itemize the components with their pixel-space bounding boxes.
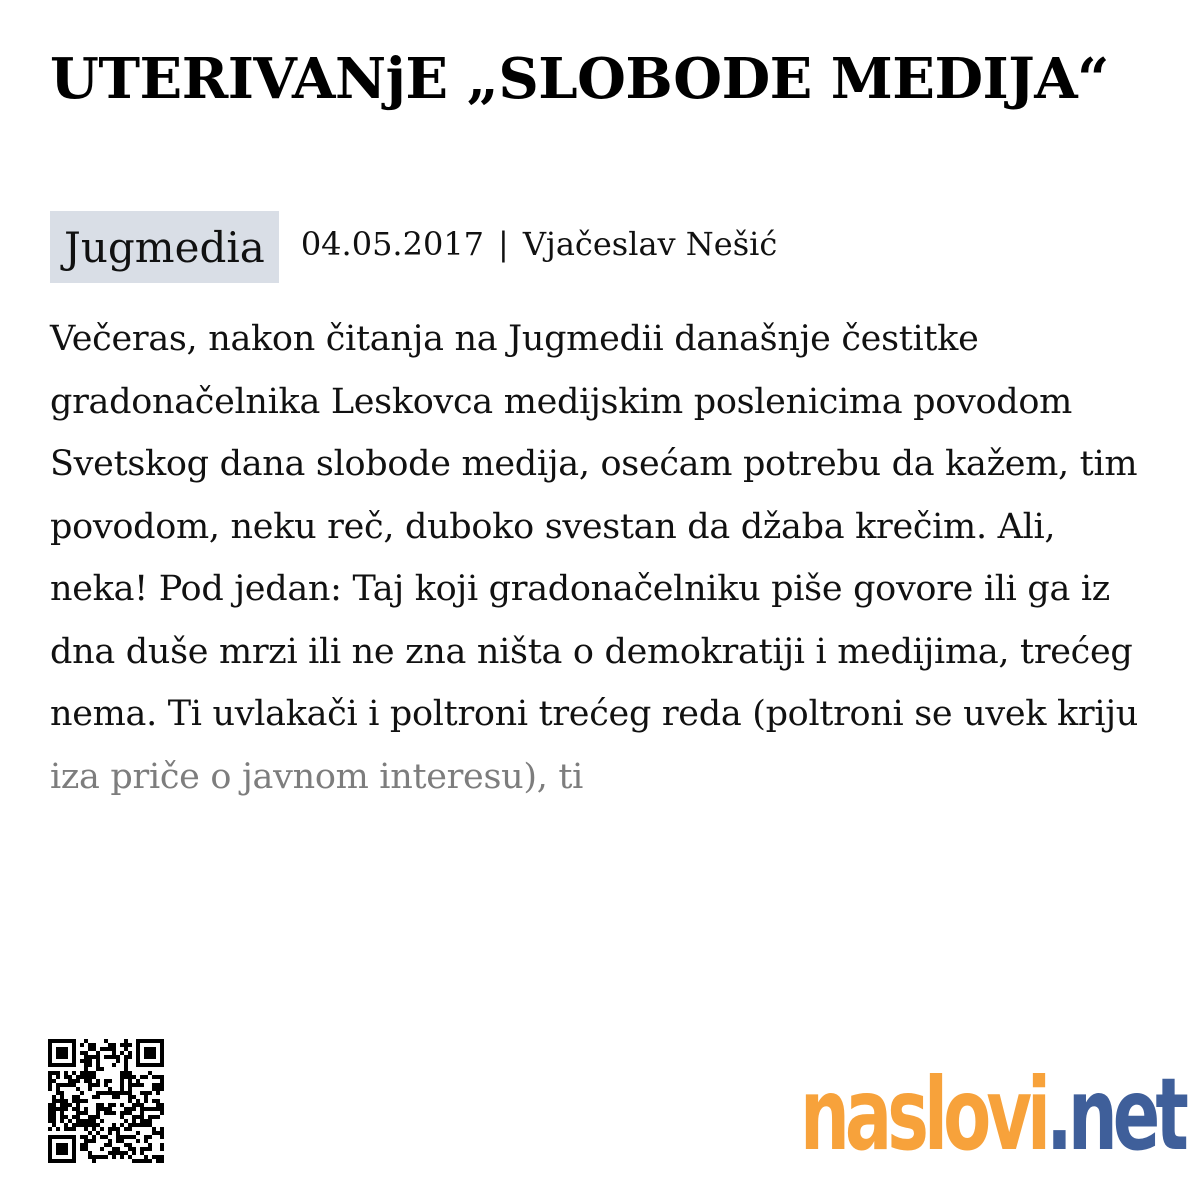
article-body-text: Večeras, nakon čitanja na Jugmedii današnje čestitke gradonačelnika Leskovca medijskim poslenicima povodom Svetskog dana slobode medija, osećam potrebu da kažem, tim povodom, neku reč, duboko svestan da džaba krečim. Ali, neka! Pod jedan: Taj koji gradonačelniku piše govore ili ga iz dna duše mrzi ili ne zna ništa o demokratiji i medijima, trećeg nema. Ti uvlakači i poltroni trećeg reda (poltroni se uvek kriju bbox=[50, 319, 1139, 734]
logo-part2: .net bbox=[1046, 1056, 1184, 1173]
article-body-faded: iza priče o javnom interesu), ti bbox=[50, 756, 584, 797]
logo-part1: naslovi bbox=[800, 1056, 1047, 1173]
source-badge[interactable]: Jugmedia bbox=[50, 211, 279, 283]
article-author: Vjačeslav Nešić bbox=[522, 225, 778, 263]
article-meta bbox=[50, 211, 777, 283]
meta-separator: | bbox=[498, 225, 509, 263]
article-title: UTERIVANjE „SLOBODE MEDIJA“ bbox=[50, 46, 1109, 112]
meta-line bbox=[301, 211, 777, 263]
qr-code-icon[interactable] bbox=[48, 1038, 164, 1164]
article-date: 04.05.2017 bbox=[300, 225, 485, 263]
article-body bbox=[50, 308, 1160, 808]
naslovi-logo[interactable] bbox=[800, 1056, 1184, 1173]
